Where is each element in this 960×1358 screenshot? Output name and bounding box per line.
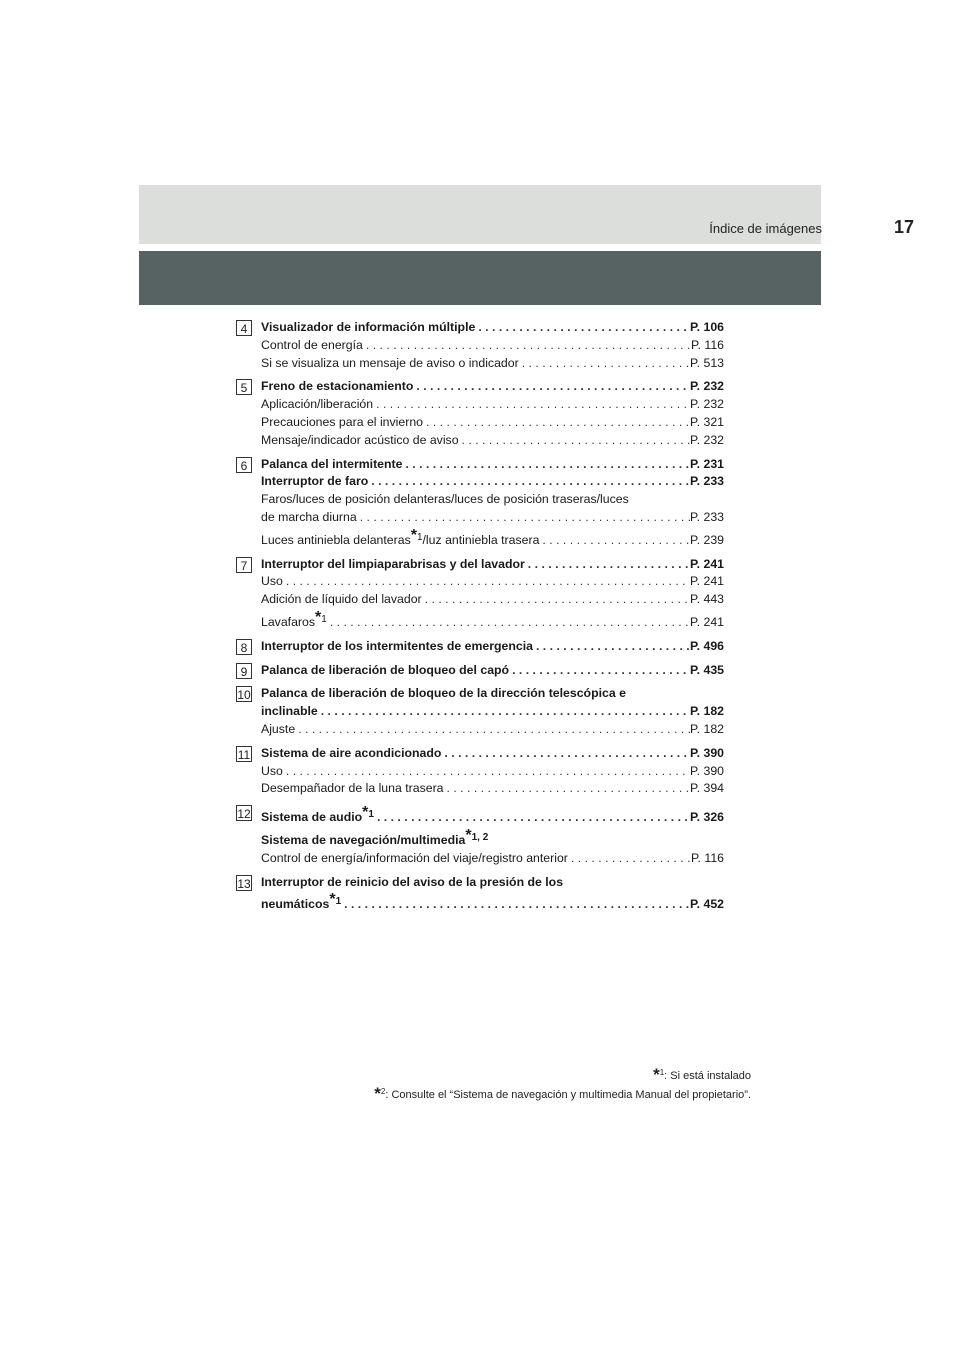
page-reference[interactable]: P. 106 xyxy=(690,320,724,334)
callout-number: 4 xyxy=(236,320,252,336)
entry-text: Precauciones para el invierno xyxy=(261,414,424,429)
section-banner xyxy=(139,251,821,305)
entry-text: Palanca del intermitente xyxy=(261,456,403,471)
entry-text: Uso xyxy=(261,574,283,589)
entry-text: Lavafaros$^{*1}$ xyxy=(261,608,327,629)
index-heading[interactable] xyxy=(261,378,724,396)
entry-text: Sistema de aire acondicionado xyxy=(261,745,442,760)
callout-number: 13 xyxy=(237,876,251,891)
page-reference[interactable]: P. 231 xyxy=(690,456,724,471)
entry-text: Interruptor del limpiaparabrisas y del lavador xyxy=(261,556,525,571)
entry-text: Visualizador de información múltiple xyxy=(261,320,476,334)
index-entry xyxy=(236,556,724,632)
index-heading[interactable] xyxy=(261,456,724,474)
page-reference[interactable]: P. 394 xyxy=(690,781,724,796)
index-entry xyxy=(236,874,724,915)
leader-dots xyxy=(475,319,690,337)
index-entry xyxy=(236,804,724,867)
index-subitem[interactable] xyxy=(261,609,724,632)
page-reference[interactable]: P. 182 xyxy=(690,721,724,736)
page-reference[interactable]: P. 443 xyxy=(690,592,724,607)
page-reference[interactable]: P. 233 xyxy=(690,474,724,489)
page-reference[interactable]: P. 116 xyxy=(690,337,724,352)
leader-dots xyxy=(373,396,690,414)
entry-text: Control de energía/información del viaje/registro anterior xyxy=(261,850,568,865)
index-heading[interactable] xyxy=(261,473,724,491)
index-heading[interactable] xyxy=(261,638,724,656)
footnote-ref: *1 xyxy=(362,804,374,822)
index-heading xyxy=(261,874,724,892)
callout-number: 10 xyxy=(237,688,251,703)
leader-dots xyxy=(533,638,690,656)
entry-text: Uso xyxy=(261,763,283,778)
entry-text: Freno de estacionamiento xyxy=(261,379,414,394)
page-reference[interactable]: P. 116 xyxy=(690,850,724,865)
index-heading[interactable] xyxy=(261,556,724,574)
page-reference[interactable]: P. 390 xyxy=(690,763,724,778)
page-reference[interactable]: P. 241 xyxy=(690,556,724,571)
leader-dots xyxy=(539,532,690,550)
entry-text: Control de energía xyxy=(261,337,363,352)
page-reference[interactable]: P. 390 xyxy=(690,745,724,760)
callout-number: 11 xyxy=(237,747,251,762)
page-reference[interactable]: P. 496 xyxy=(690,638,724,653)
leader-dots xyxy=(568,850,691,868)
entry-text: neumáticos$^{*1}$ xyxy=(261,891,342,912)
entry-text: Interruptor de reinicio del aviso de la presión de los xyxy=(261,874,564,889)
leader-dots xyxy=(283,573,690,591)
entry-text: Sistema de navegación/multimedia$^{*1, 2}$ xyxy=(261,826,489,847)
page-reference[interactable]: P. 241 xyxy=(690,614,724,629)
index-entry xyxy=(236,745,724,798)
page-reference[interactable]: P. 182 xyxy=(690,704,724,719)
entry-text: Si se visualiza un mensaje de aviso o indicador xyxy=(261,355,519,370)
index-subitem[interactable] xyxy=(261,763,724,781)
leader-dots xyxy=(459,432,690,450)
callout-number: 6 xyxy=(236,457,252,473)
page-reference[interactable]: P. 435 xyxy=(690,662,724,677)
index-subitem[interactable] xyxy=(261,396,724,414)
leader-dots xyxy=(444,780,691,798)
leader-dots xyxy=(423,414,690,432)
page-reference[interactable]: P. 239 xyxy=(690,532,724,547)
index-heading[interactable] xyxy=(261,703,724,721)
index-entry xyxy=(236,638,724,656)
leader-dots xyxy=(525,556,690,574)
index-subitem[interactable] xyxy=(261,850,724,868)
index-heading[interactable] xyxy=(261,319,724,337)
entry-text: Interruptor de faro xyxy=(261,474,369,489)
page-reference[interactable]: P. 233 xyxy=(690,509,724,524)
footnote-ref: *1 xyxy=(315,608,327,626)
footnote: *$^2$: Consulte el “Sistema de navegación y multimedia Manual del propietario”. xyxy=(374,1084,751,1103)
footnote: *$^1$: Si está instalado xyxy=(653,1065,751,1084)
callout-number: 8 xyxy=(236,639,252,655)
index-entry xyxy=(236,378,724,449)
leader-dots xyxy=(283,763,690,781)
leader-dots xyxy=(519,355,690,373)
callout-number: 12 xyxy=(237,807,251,822)
entry-text: Desempañador de la luna trasera xyxy=(261,781,444,796)
leader-dots xyxy=(368,473,690,491)
footnotes xyxy=(374,1065,751,1103)
page-reference[interactable]: P. 232 xyxy=(690,379,724,394)
page-number: 17 xyxy=(893,217,914,237)
page-reference[interactable]: P. 321 xyxy=(690,414,724,429)
index-subitem[interactable] xyxy=(261,414,724,432)
index-heading[interactable] xyxy=(261,662,724,680)
index-subitem[interactable] xyxy=(261,780,724,798)
leader-dots xyxy=(413,378,690,396)
footnote-ref: *1 xyxy=(410,526,423,544)
leader-dots xyxy=(295,721,690,739)
entry-text: Interruptor de los intermitentes de emergencia xyxy=(261,638,533,653)
leader-dots xyxy=(318,703,690,721)
entry-text: Aplicación/liberación xyxy=(261,397,374,412)
index-subitem[interactable] xyxy=(261,355,724,373)
index-entry xyxy=(236,319,724,372)
index-subitem[interactable] xyxy=(261,337,724,355)
page-reference[interactable]: P. 232 xyxy=(690,397,724,412)
leader-dots xyxy=(441,745,690,763)
entry-text: de marcha diurna xyxy=(261,509,357,524)
leader-dots xyxy=(327,614,690,632)
index-heading[interactable] xyxy=(261,804,724,827)
index-subitem[interactable] xyxy=(261,432,724,450)
leader-dots xyxy=(374,809,690,827)
section-title: Índice de imágenes xyxy=(709,221,822,236)
index-heading xyxy=(261,685,724,703)
index-heading[interactable] xyxy=(261,745,724,763)
index-subitem[interactable] xyxy=(261,721,724,739)
page-reference[interactable]: P. 326 xyxy=(690,810,724,825)
leader-dots xyxy=(509,662,690,680)
leader-dots xyxy=(402,456,690,474)
entry-text: inclinable xyxy=(261,704,318,719)
page-reference[interactable]: P. 241 xyxy=(690,574,724,589)
entry-text: Ajuste xyxy=(261,721,296,736)
callout-number: 5 xyxy=(236,379,252,395)
leader-dots xyxy=(341,896,690,914)
footnote-ref: *1, 2 xyxy=(465,826,489,844)
entry-text: Palanca de liberación de bloqueo de la dirección telescópica e xyxy=(261,686,626,701)
callout-number: 7 xyxy=(236,557,252,573)
index-subitem xyxy=(261,491,724,509)
entry-text: Mensaje/indicador acústico de aviso xyxy=(261,432,459,447)
index-heading xyxy=(261,827,724,850)
index-subitem[interactable] xyxy=(261,591,724,609)
entry-text: Faros/luces de posición delanteras/luces de posición traseras/luces xyxy=(261,492,629,507)
entry-text: Palanca de liberación de bloqueo del capó xyxy=(261,662,510,677)
footnote-ref: *1 xyxy=(329,891,342,909)
leader-dots xyxy=(422,591,690,609)
page-reference[interactable]: P. 452 xyxy=(690,897,724,912)
index-entry xyxy=(236,456,724,550)
index-entry xyxy=(236,685,724,738)
index-entries xyxy=(236,319,724,920)
leader-dots xyxy=(363,337,691,355)
page-reference[interactable]: P. 232 xyxy=(690,432,724,447)
index-subitem[interactable] xyxy=(261,573,724,591)
callout-number: 9 xyxy=(236,663,252,679)
index-heading[interactable] xyxy=(261,891,724,914)
leader-dots xyxy=(357,509,690,527)
index-subitem[interactable] xyxy=(261,509,724,527)
entry-text: Adición de líquido del lavador xyxy=(261,592,422,607)
entry-text: Luces antiniebla delanteras$^{*1}$/luz antiniebla trasera xyxy=(261,526,540,547)
index-entry xyxy=(236,662,724,680)
entry-text: Sistema de audio$^{*1}$ xyxy=(261,804,374,825)
index-subitem[interactable] xyxy=(261,527,724,550)
page-reference[interactable]: P. 513 xyxy=(690,355,724,370)
